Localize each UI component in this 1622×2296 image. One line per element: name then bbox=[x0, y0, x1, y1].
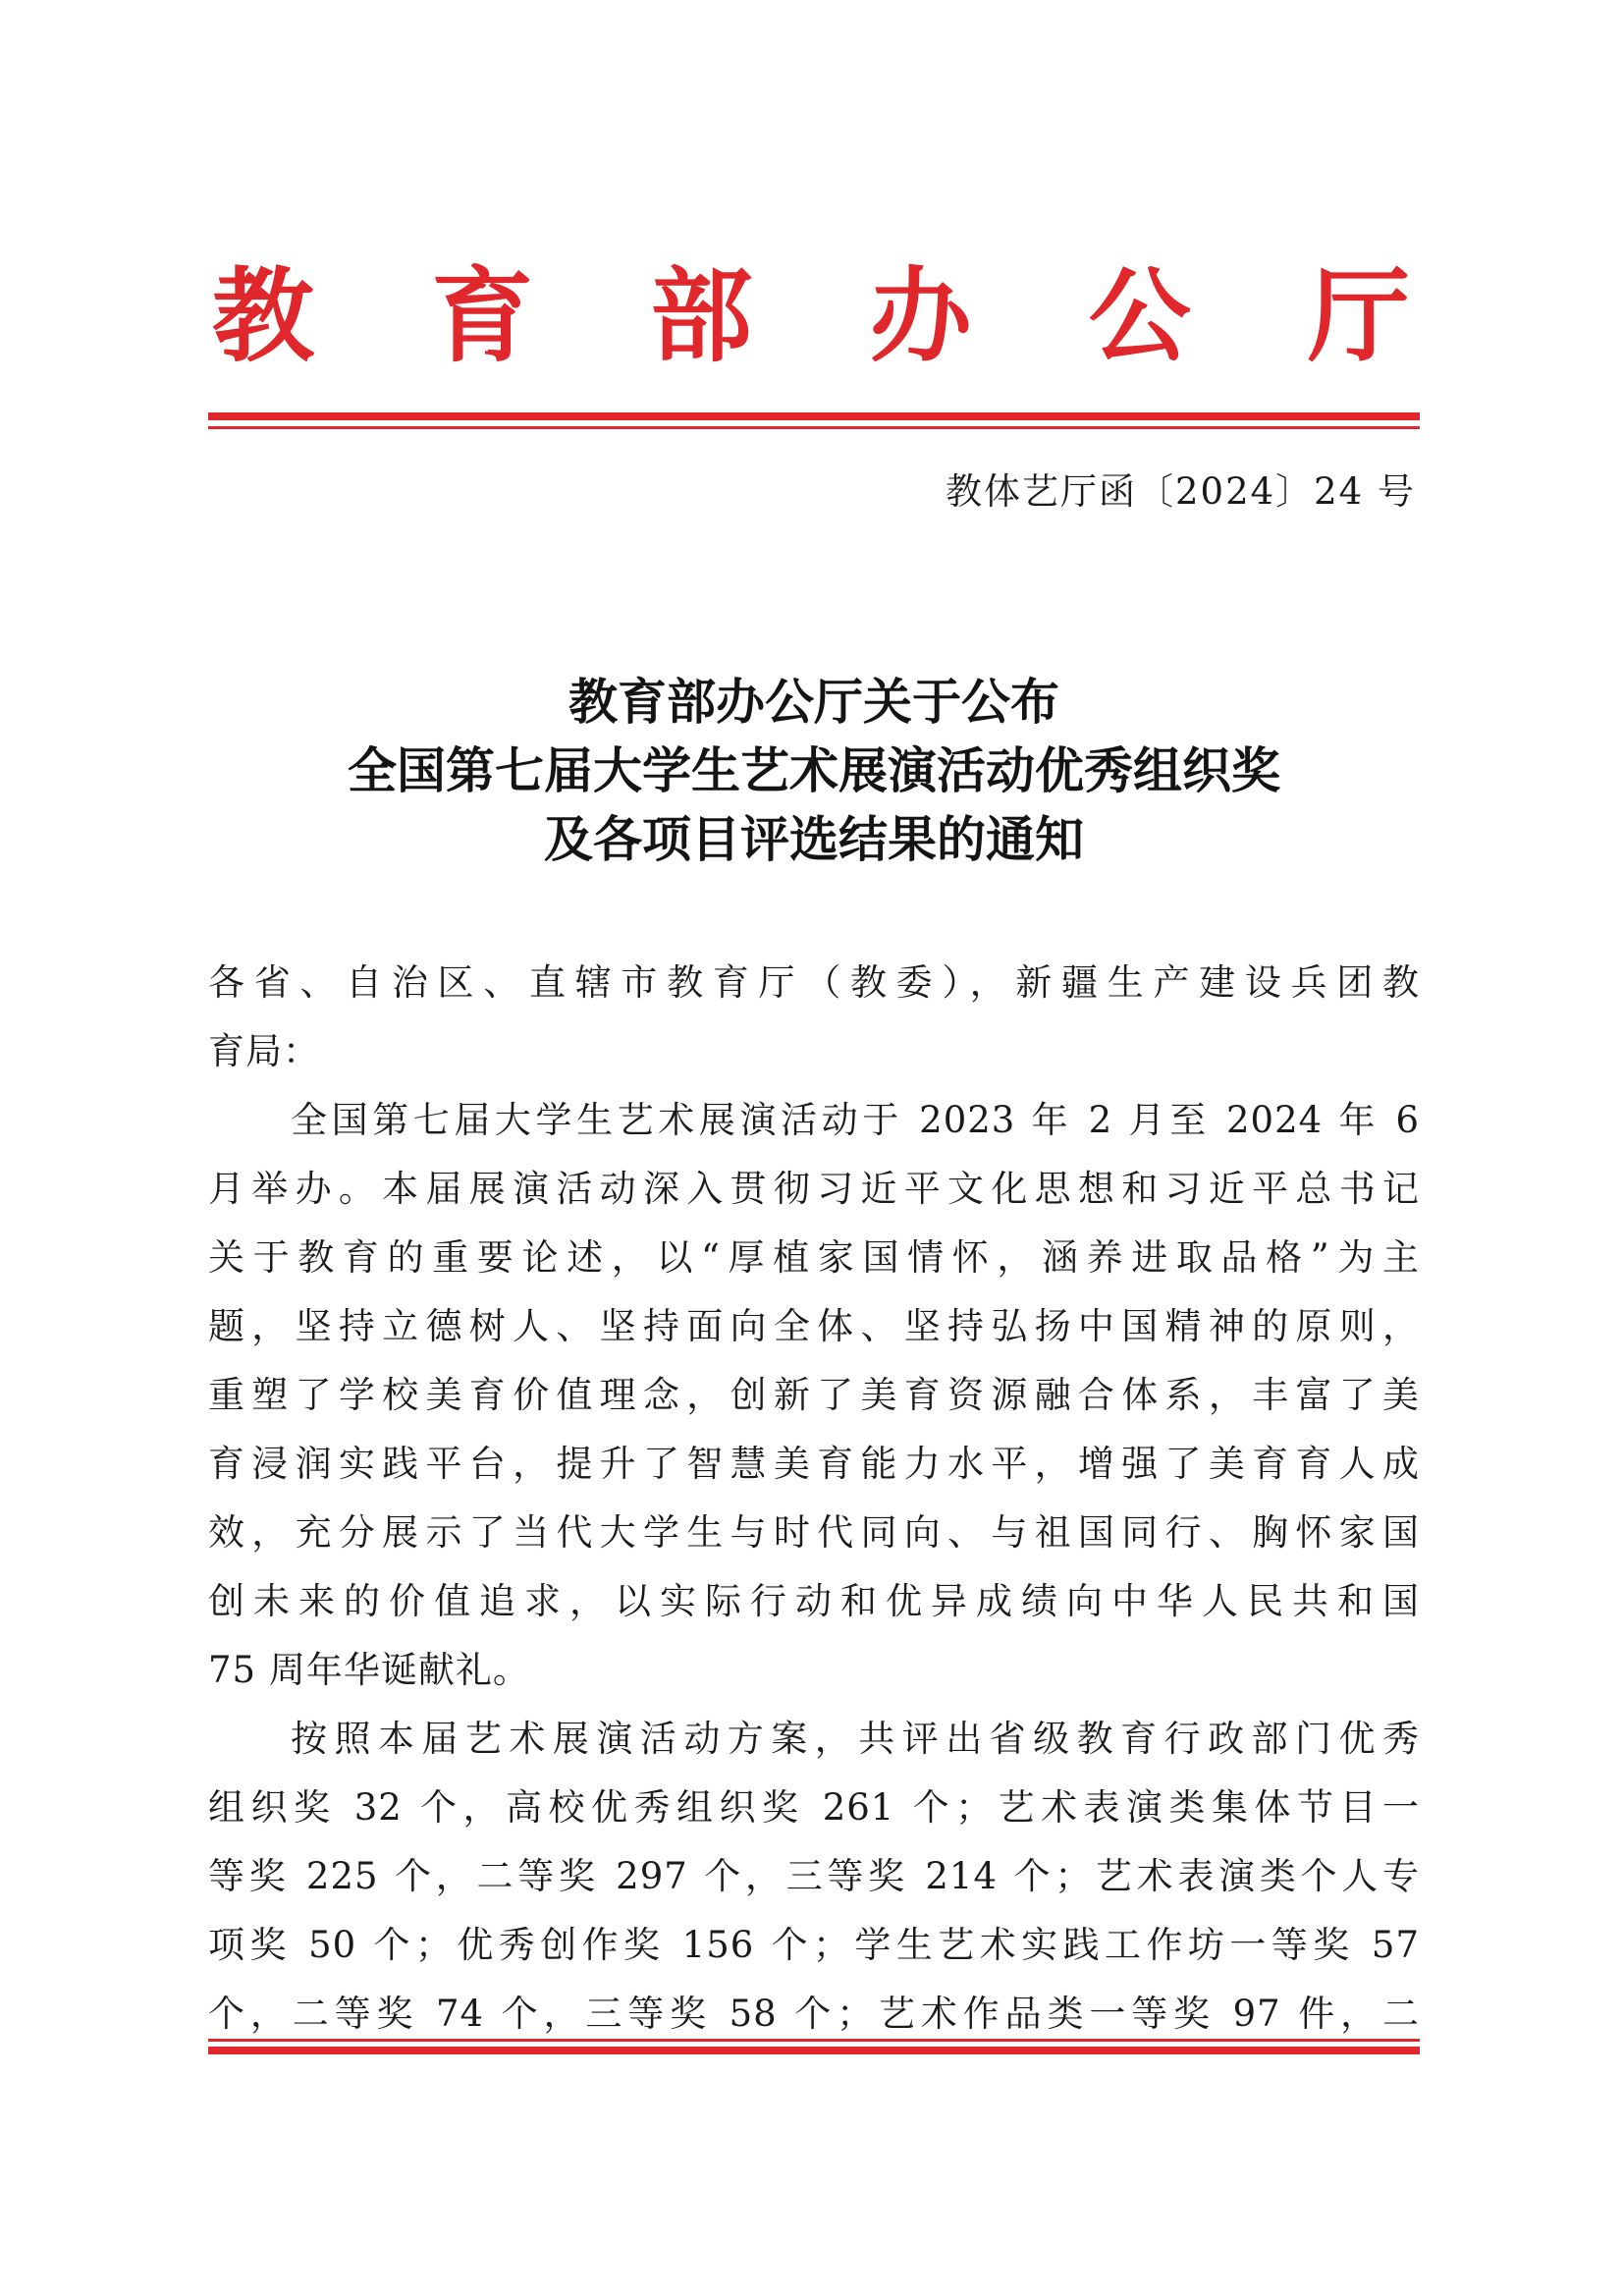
text-line: 项奖 50 个；优秀创作奖 156 个；学生艺术实践工作坊一等奖 57 bbox=[208, 1924, 1420, 1966]
document-number: 教体艺厅函〔2024〕24 号 bbox=[945, 470, 1416, 513]
document-title bbox=[208, 668, 1420, 874]
paragraph-2 bbox=[208, 1705, 1420, 2049]
header-divider-thin bbox=[208, 426, 1420, 429]
salutation bbox=[208, 949, 1420, 1086]
text-line: 75 周年华诞献礼。 bbox=[208, 1649, 530, 1691]
footer-divider-thin bbox=[208, 2039, 1420, 2042]
text-line: 效，充分展示了当代大学生与时代同向、与祖国同行、胸怀家国 bbox=[208, 1511, 1420, 1554]
text-line: 创未来的价值追求，以实际行动和优异成绩向中华人民共和国 bbox=[208, 1580, 1420, 1622]
title-line: 全国第七届大学生艺术展演活动优秀组织奖 bbox=[348, 742, 1280, 799]
title-line: 教育部办公厅关于公布 bbox=[568, 674, 1059, 731]
issuing-org-header: 教 育 部 办 公 厅 bbox=[212, 255, 1410, 376]
text-line: 按照本届艺术展演活动方案，共评出省级教育行政部门优秀 bbox=[291, 1718, 1420, 1760]
footer-divider-thick bbox=[208, 2047, 1420, 2054]
text-line: 重塑了学校美育价值理念，创新了美育资源融合体系，丰富了美 bbox=[208, 1374, 1420, 1416]
header-divider-thick bbox=[208, 412, 1420, 420]
text-line: 组织奖 32 个，高校优秀组织奖 261 个；艺术表演类集体节目一 bbox=[208, 1786, 1420, 1829]
paragraph-1 bbox=[208, 1086, 1420, 1705]
title-line: 及各项目评选结果的通知 bbox=[544, 811, 1084, 868]
text-line: 各省、自治区、直辖市教育厅（教委），新疆生产建设兵团教 bbox=[208, 961, 1420, 1004]
text-line: 等奖 225 个，二等奖 297 个，三等奖 214 个；艺术表演类个人专 bbox=[208, 1855, 1420, 1897]
text-line: 题，坚持立德树人、坚持面向全体、坚持弘扬中国精神的原则， bbox=[208, 1305, 1420, 1347]
text-line: 育局： bbox=[208, 1030, 320, 1072]
text-line: 关于教育的重要论述，以“厚植家国情怀，涵养进取品格”为主 bbox=[208, 1236, 1420, 1279]
text-line: 育浸润实践平台，提升了智慧美育能力水平，增强了美育育人成 bbox=[208, 1443, 1420, 1485]
text-line: 全国第七届大学生艺术展演活动于 2023 年 2 月至 2024 年 6 bbox=[291, 1099, 1420, 1141]
text-line: 月举办。本届展演活动深入贯彻习近平文化思想和习近平总书记 bbox=[208, 1168, 1420, 1210]
document-body bbox=[208, 949, 1420, 2049]
text-line: 个，二等奖 74 个，三等奖 58 个；艺术作品类一等奖 97 件，二 bbox=[208, 1993, 1420, 2035]
